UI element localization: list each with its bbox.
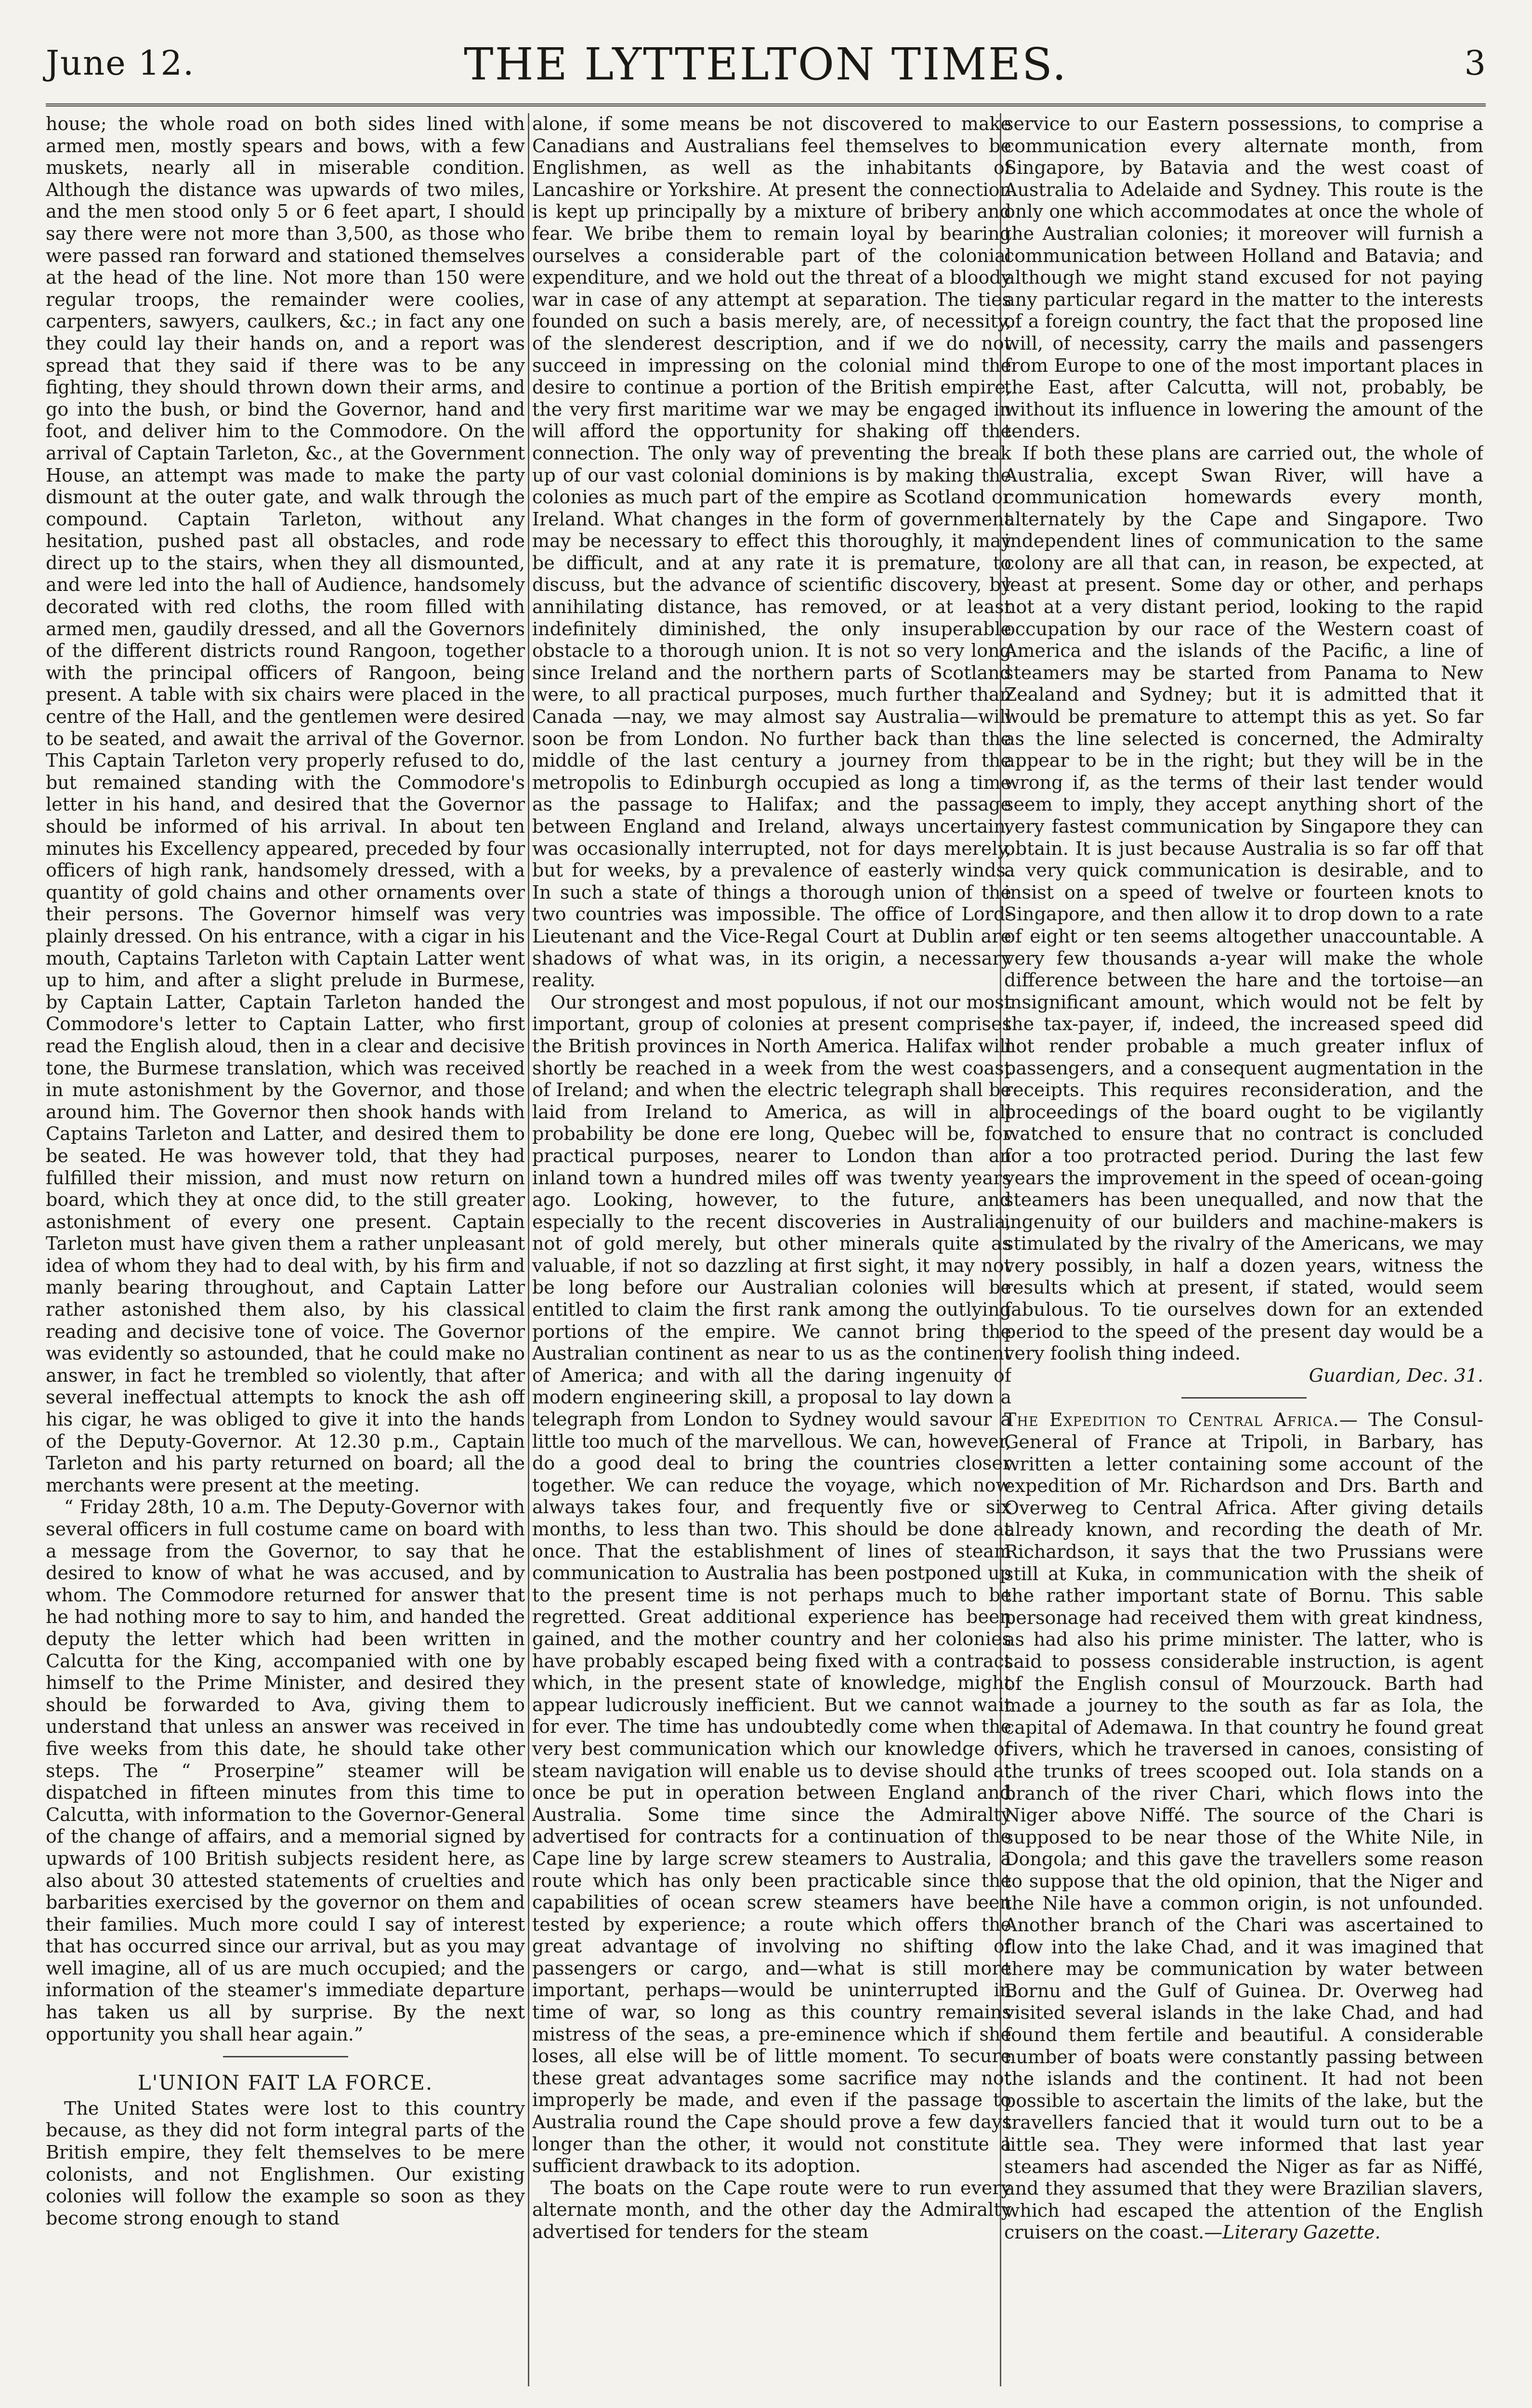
union-paragraph-1: The United States were lost to this country because, as they did not form integral parts of the British empire, they felt themselves to be mere colonists, and not Englishmen. Our existing colonies will follow the example so soon as they become strong enough to stand [46,2097,525,2229]
masthead [46,34,1486,96]
newspaper-title: THE LYTTELTON TIMES. [464,39,1068,90]
africa-article [1004,1409,1483,2244]
source-credit-guardian: Guardian, Dec. 31. [1309,1364,1483,1386]
page-number: 3 [1464,43,1486,83]
union-paragraph-3: Our strongest and most populous, if not our most important, group of colonies at present comprises the British provinces in North America. Halifax will shortly be reached in a week from the west coast of Ireland; and when the electric telegraph shall be laid from Ireland to America, as will in all probability be done ere long, Quebec will be, for practical purposes, nearer to London than an inland town a hundred miles off was twenty years ago. Looking, however, to the future, and especially to the recent discoveries in Australia, not of gold merely, but other minerals quite as valuable, if not so dazzling at first sight, it may not be long before our Australian colonies will be entitled to claim the first rank among the outlying portions of the empire. We cannot bring the Australian continent as near to us as the continent of America; and with all the daring ingenuity of modern engineering skill, a proposal to lay down a telegraph from London to Sydney would savour a little too much of the marvellous. We can, however, do a good deal to bring the countries closer together. We can reduce the voyage, which now always takes four, and frequently five or six months, to less than two. This should be done at once. That the establishment of lines of steam communication to Australia has been postponed up to the present time is not perhaps much to be regretted. Great additional experience has been gained, and the mother country and her colonies have probably escaped being fixed with a contract which, in the present state of knowledge, might appear ludicrously inefficient. But we cannot wait for ever. The time has undoubtedly come when the very best communication which our knowledge of steam navigation will enable us to devise should at once be put in operation between England and Australia. Some time since the Admiralty advertised for contracts for a continuation of the Cape line by large screw steamers to Australia, a route which has only been practicable since the capabilities of ocean screw steamers have been tested by experience; a route which offers the great advantage of involving no shifting of passengers or cargo, and—what is still more important, perhaps—would be uninterrupted in time of war, so long as this country remains mistress of the seas, a pre-eminence which if she loses, all else will be of little moment. To secure these great advantages some sacrifice may not improperly be made, and even if the passage to Australia round the Cape should prove a few days longer than the other, it would not constitute a sufficient drawback to its adoption. [532,991,1011,2177]
burma-report-paragraph-2: “ Friday 28th, 10 a.m. The Deputy-Governor with several officers in full costume came on board with a message from the Governor, to say that he desired to know of what he was accused, and by whom. The Commodore returned for answer that he had nothing more to say to him, and handed the deputy the letter which had been written in Calcutta for the King, accompanied with one by himself to the Prime Minister, and desired they should be forwarded to Ava, giving them to understand that unless an answer was received in five weeks from this date, he should take other steps. The “ Proserpine” steamer will be dispatched in fifteen minutes from this time to Calcutta, with information to the Governor-General of the change of affairs, and a memorial signed by upwards of 100 British subjects resident here, as also about 30 attested statements of cruelties and barbarities exercised by the governor on them and their families. Much more could I say of interest that has occurred since our arrival, but as you may well imagine, all of us are much occupied; and the information of the steamer's immediate departure has taken us all by surprise. By the next opportunity you shall hear again.” [46,1496,525,2045]
issue-date: June 12. [46,43,195,83]
article-separator [223,2056,348,2057]
source-credit-literary-gazette: Literary Gazette. [1222,2222,1381,2243]
union-paragraph-4: The boats on the Cape route were to run every alternate month, and the other day the Admiralty advertised for tenders for the steam [532,2177,1011,2242]
column-divider-1 [528,113,529,2386]
union-paragraph-5: service to our Eastern possessions, to comprise a communication every alternate month, from Singapore, by Batavia and the west coast of Australia to Adelaide and Sydney. This route is the only one which accommodates at once the whole of the Australian colonies; it moreover will furnish a communication between Holland and Batavia; and although we might stand excused for not paying any particular regard in the matter to the interests of a foreign country, the fact that the proposed line will, of necessity, carry the mails and passengers from Europe to one of the most important places in the East, after Calcutta, will not, probably, be without its influence in lowering the amount of the tenders. [1004,113,1483,442]
union-paragraph-2: alone, if some means be not discovered to make Canadians and Australians feel themselves to be Englishmen, as well as the inhabitants of Lancashire or Yorkshire. At present the connection is kept up principally by a mixture of bribery and fear. We bribe them to remain loyal by bearing ourselves a considerable part of the colonial expenditure, and we hold out the threat of a bloody war in case of any attempt at separation. The ties founded on such a basis merely, are, of necessity, of the slenderest description, and if we do not succeed in impressing on the colonial mind the desire to continue a portion of the British empire, the very first maritime war we may be engaged in will afford the opportunity for shaking off the connection. The only way of preventing the break up of our vast colonial dominions is by making the colonies as much part of the empire as Scotland or Ireland. What changes in the form of government may be necessary to effect this thoroughly, it may be difficult, and at any rate it is premature, to discuss, but the advance of scientific discovery, by annihilating distance, has removed, or at least indefinitely diminished, the only insuperable obstacle to a thorough union. It is not so very long since Ireland and the northern parts of Scotland were, to all practical purposes, much further than Canada —nay, we may almost say Australia—will soon be from London. No further back than the middle of the last century a journey from the metropolis to Edinburgh occupied as long a time as the passage to Halifax; and the passage between England and Ireland, always uncertain, was occasionally interrupted, not for days merely, but for weeks, by a prevalence of easterly winds. In such a state of things a thorough union of the two countries was impossible. The office of Lord-Lieutenant and the Vice-Regal Court at Dublin are shadows of what was, in its origin, a necessary reality. [532,113,1011,991]
burma-report-paragraph-1: house; the whole road on both sides lined with armed men, mostly spears and bows, with a few muskets, nearly all in miserable condition. Although the distance was upwards of two miles, and the men stood only 5 or 6 feet apart, I should say there were not more than 3,500, as those who were passed ran forward and stationed themselves at the head of the line. Not more than 150 were regular troops, the remainder were coolies, carpenters, sawyers, caulkers, &c.; in fact any one they could lay their hands on, and a report was spread that they said if there was to be any fighting, they should thrown down their arms, and go into the bush, or bind the Governor, hand and foot, and deliver him to the Commodore. On the arrival of Captain Tarleton, &c., at the Government House, an attempt was made to make the party dismount at the outer gate, and walk through the compound. Captain Tarleton, without any hesitation, pushed past all obstacles, and rode direct up to the stairs, when they all dismounted, and were led into the hall of Audience, handsomely decorated with red cloths, the room filled with armed men, gaudily dressed, and all the Governors of the different districts round Rangoon, together with the principal officers of Rangoon, being present. A table with six chairs were placed in the centre of the Hall, and the gentlemen were desired to be seated, and await the arrival of the Governor. This Captain Tarleton very properly refused to do, but remained standing with the Commodore's letter in his hand, and desired that the Governor should be informed of his arrival. In about ten minutes his Excellency appeared, preceded by four officers of high rank, handsomely dressed, with a quantity of gold chains and other ornaments over their persons. The Governor himself was very plainly dressed. On his entrance, with a cigar in his mouth, Captains Tarleton with Captain Latter went up to him, and after a slight prelude in Burmese, by Captain Latter, Captain Tarleton handed the Commodore's letter to Captain Latter, who first read the English aloud, then in a clear and decisive tone, the Burmese translation, which was received in mute astonishment by the Governor, and those around him. The Governor then shook hands with Captains Tarleton and Latter, and desired them to be seated. He was however told, that they had fulfilled their mission, and must now return on board, which they at once did, to the still greater astonishment of every one present. Captain Tarleton must have given them a rather unpleasant idea of whom they had to deal with, by his firm and manly bearing throughout, and Captain Latter rather astonished them also, by his classical reading and decisive tone of voice. The Governor was evidently so astounded, that he could make no answer, in fact he trembled so violently, that after several ineffectual attempts to knock the ash off his cigar, he was obliged to give it into the hands of the Deputy-Governor. At 12.30 p.m., Captain Tarleton and his party returned on board; all the merchants were present at the meeting. [46,113,525,1496]
masthead-rule [46,104,1486,106]
africa-paragraph: The Consul-General of France at Tripoli, in Barbary, has written a letter containing some account of the expedition of Mr. Richardson and Drs. Barth and Overweg to Central Africa. After giving details already known, and recording the death of Mr. Richardson, it says that the two Prussians were still at Kuka, in communication with the sheik of the rather important state of Bornu. This sable personage had received them with great kindness, as had also his prime minister. The latter, who is said to possess considerable instruction, is agent of the English consul of Mourzouck. Barth had made a journey to the south as far as Iola, the capital of Ademawa. In that country he found great rivers, which he traversed in canoes, consisting of the trunks of trees scooped out. Iola stands on a branch of the river Chari, which flows into the Niger above Niffé. The source of the Chari is supposed to be near those of the White Nile, in Dongola; and this gave the travellers some reason to suppose that the old opinion, that the Niger and the Nile have a common origin, is not unfounded. Another branch of the Chari was ascertained to flow into the lake Chad, and it was imagined that there may be communication by water between Bornu and the Gulf of Guinea. Dr. Overweg had visited several islands in the lake Chad, and had found them fertile and beautiful. A considerable number of boats were constantly passing between the islands and the continent. It had not been possible to ascertain the limits of the lake, but the travellers fancied that it would turn out to be a little sea. They were informed that last year steamers had ascended the Niger as far as Niffé, and they assumed that they were Brazilian slavers, which had escaped the attention of the English cruisers on the coast.— [1004,1409,1483,2243]
article-heading-africa: The Expedition to Central Africa.— [1004,1409,1358,1431]
column-3 [1004,113,1483,2386]
article-heading-union: L'UNION FAIT LA FORCE. [137,2071,433,2095]
article-separator [1181,1397,1307,1399]
union-paragraph-6: If both these plans are carried out, the whole of Australia, except Swan River, will have a communication homewards every month, alternately by the Cape and Singapore. Two independent lines of communication to the same colony are all that can, in reason, be expected, at least at present. Some day or other, and perhaps not at a very distant period, looking to the rapid occupation by our race of the Western coast of America and the islands of the Pacific, a line of steamers may be started from Panama to New Zealand and Sydney; but it is admitted that it would be premature to attempt this as yet. So far as the line selected is concerned, the Admiralty appear to be in the right; but they will be in the wrong if, as the terms of their last tender would seem to imply, they accept anything short of the very fastest communication by Singapore they can obtain. It is just because Australia is so far off that a very quick communication is desirable, and to insist on a speed of twelve or fourteen knots to Singapore, and then allow it to drop down to a rate of eight or ten seems altogether unaccountable. A very few thousands a-year will make the whole difference between the hare and the tortoise—an insignificant amount, which would not be felt by the tax-payer, if, indeed, the increased speed did not render probable a much greater influx of passengers, and a consequent augmentation in the receipts. This requires reconsideration, and the proceedings of the board ought to be vigilantly watched to ensure that no contract is concluded for a too protracted period. During the last few years the improvement in the speed of ocean-going steamers has been unequalled, and now that the ingenuity of our builders and machine-makers is stimulated by the rivalry of the Americans, we may very possibly, in half a dozen years, witness the results which at present, if stated, would seem fabulous. To tie ourselves down for an extended period to the speed of the present day would be a very foolish thing indeed. [1004,442,1483,1364]
column-1 [46,113,525,2386]
column-2 [532,113,1011,2386]
